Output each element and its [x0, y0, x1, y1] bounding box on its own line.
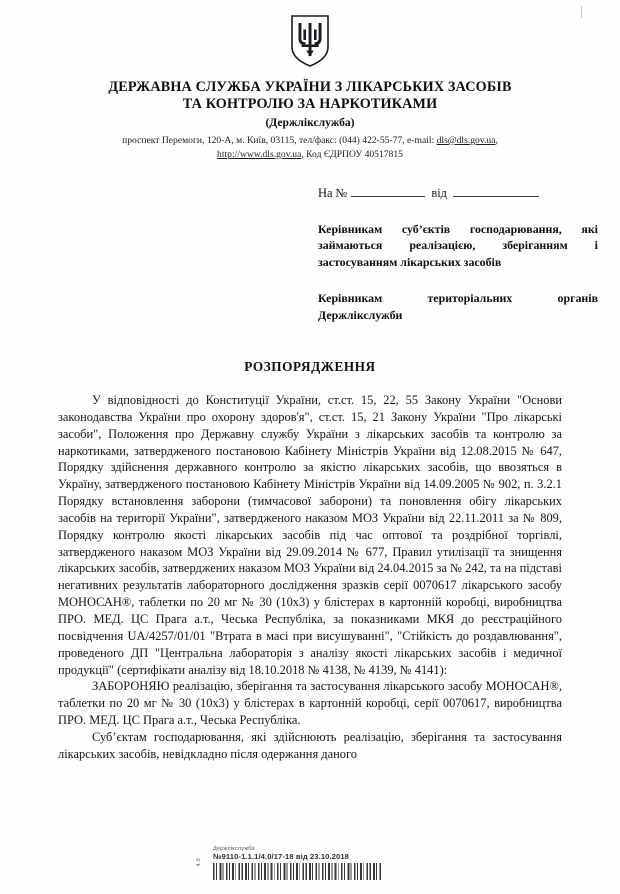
stamp-organization: Держлікслужба: [213, 846, 255, 852]
body-paragraph: Суб’єктам господарювання, які здійснюють реалізацію, зберігання та застосування лікарських засобів, невідкладно після одержання даного: [58, 729, 562, 761]
contact-details: [0, 134, 620, 161]
page-edge-mark: [581, 6, 582, 18]
document-title: РОЗПОРЯДЖЕННЯ: [244, 359, 376, 375]
email-tail: ,: [495, 135, 498, 146]
reference-number-label: На №: [318, 186, 348, 200]
reference-date-label: від: [431, 186, 447, 200]
stamp-side-label: 4.0: [196, 858, 202, 867]
organization-name-line-2: ТА КОНТРОЛЮ ЗА НАРКОТИКАМИ: [182, 96, 438, 112]
organization-short-name: (Держлікслужба): [265, 116, 355, 129]
registration-stamp: [196, 846, 436, 880]
ukrainian-trident-coat-of-arms-icon: [289, 14, 331, 68]
reference-number-blank[interactable]: [351, 185, 425, 197]
document-body: [0, 392, 620, 763]
letterhead: [0, 79, 620, 161]
addressee-block-business-heads: Керівникам суб’єктів господарювання, які займаються реалізацією, зберіганням і застосуванням лікарських засобів: [318, 222, 598, 269]
emblem-container: [0, 0, 620, 73]
addressee-block-territorial-heads: Керівникам територіальних органів Держлікслужби: [318, 291, 598, 322]
reference-date-blank[interactable]: [453, 185, 539, 197]
organization-name-line-1: ДЕРЖАВНА СЛУЖБА УКРАЇНИ З ЛІКАРСЬКИХ ЗАСОБІВ: [108, 79, 512, 95]
postal-address: проспект Перемоги, 120-А, м. Київ, 03115, тел/факс: (044) 422-55-77, e-mail:: [122, 135, 437, 146]
website-link[interactable]: http://www.dls.gov.ua: [217, 148, 302, 160]
addressee-section: [0, 221, 620, 323]
edrpou-code: , Код ЄДРПОУ 40517815: [301, 148, 403, 160]
barcode-icon: [213, 863, 381, 880]
body-paragraph: ЗАБОРОНЯЮ реалізацію, зберігання та застосування лікарського засобу МОНОСАН®, таблетки по 20 мг № 30 (10х3) у блістерах в картонній коробці, серії 0070617, виробництва ПРО. МЕД. ЦС Прага а.т., Чеська Республіка.: [58, 679, 562, 728]
email-link[interactable]: dls@dls.gov.ua: [436, 135, 496, 146]
stamp-registration-number: №9110-1.1.1/4.0/17-18 від 23.10.2018: [213, 852, 349, 861]
reference-line: [0, 185, 620, 201]
body-paragraph: У відповідності до Конституції України, ст.ст. 15, 22, 55 Закону України "Основи законодавства України про охорону здоров'я", ст.ст. 15, 21 Закону України "Про лікарські засоби", Положення про Державну службу України з лікарських засобів та контролю за наркотиками, затвердженого постановою Кабінету Міністрів України від 12.08.2015 № 647, Порядку здійснення державного контролю за якістю лікарських засобів, що ввозяться в Україну, затвердженого постановою Кабінету Міністрів України від 14.09.2005 № 902, п. 3.2.1 Порядку встановлення заборони (тимчасової заборони) та поновлення обігу лікарських засобів на території України", затвердженого наказом МОЗ України від 22.11.2011 за № 809, Порядку контролю якості лікарських засобів під час оптової та роздрібної торгівлі, затвердженого наказом МОЗ України від 29.09.2014 № 677, Правил утилізації та знищення лікарських засобів, затверджених наказом МОЗ України від 24.04.2015 за № 242, та на підставі негативних результатів лабораторного дослідження зразків серії 0070617 лікарського засобу МОНОСАН®, таблетки по 20 мг № 30 (10х3) у блістерах в картонній коробці, виробництва ПРО. МЕД. ЦС Прага а.т., Чеська Республіка, за показниками МКЯ до реєстраційного посвідчення UA/4257/01/01 "Втрата в масі при висушуванні", "Стійкість до роздавлювання", проведеного ДП "Центральна лабораторія з аналізу якості лікарських засобів і медичної продукції" (сертифікати аналізу від 18.10.2018 № 4138, № 4139, № 4141):: [58, 393, 562, 677]
